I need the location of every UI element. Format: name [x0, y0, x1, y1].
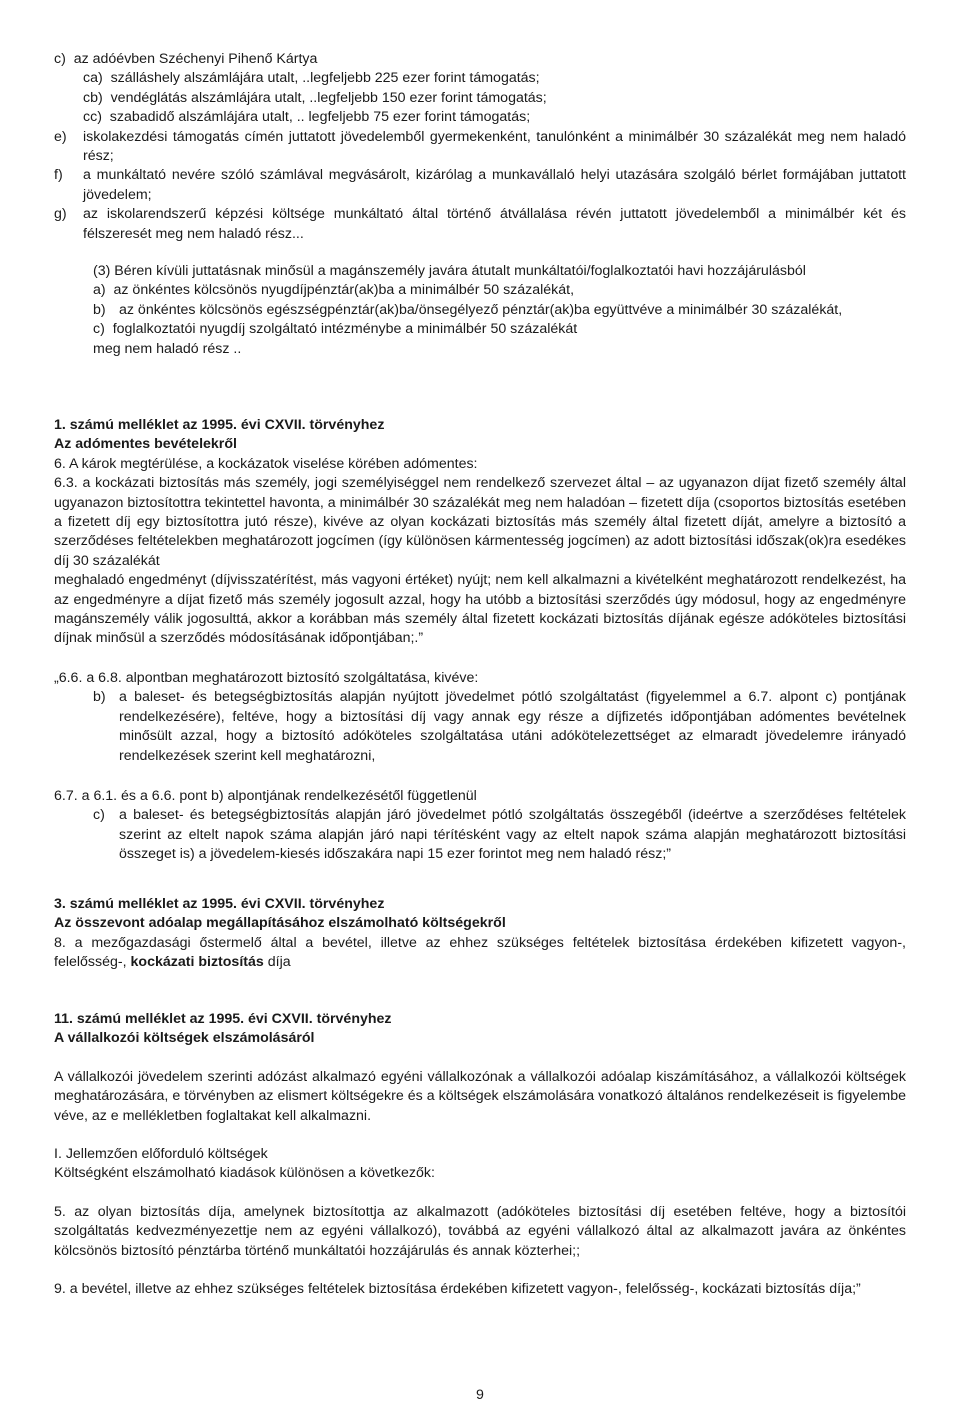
annex11-section-sub: Költségként elszámolható kiadások különösen a következők: — [54, 1165, 435, 1182]
annex1-line66: „6.6. a 6.8. alpontban meghatározott biztosító szolgáltatása, kivéve: — [54, 669, 479, 686]
annex1-line6: 6. A károk megtérülése, a kockázatok viselése körében adómentes: — [54, 455, 478, 472]
top-list — [54, 50, 906, 244]
item-ca: ca) szálláshely alszámlájára utalt, ..legfeljebb 225 ezer forint támogatás; — [83, 70, 540, 87]
annex-3 — [54, 895, 906, 973]
page-number: 9 — [476, 1387, 484, 1403]
item-g-label: g) — [54, 206, 67, 223]
annex1-subheading: Az adómentes bevételekről — [54, 436, 237, 453]
item-cc: cc) szabadidő alszámlájára utalt, .. legfeljebb 75 ezer forint támogatás; — [83, 109, 531, 126]
item-cb: cb) vendéglátás alszámlájára utalt, ..legfeljebb 150 ezer forint támogatás; — [83, 89, 547, 106]
annex11-heading: 11. számú melléklet az 1995. évi CXVII. törvényhez — [54, 1011, 392, 1027]
annex1-item-b — [54, 688, 906, 766]
annex1-6-3-continued: meghaladó engedményt (díjvisszatérítést, más vagyoni értéket) nyújt; nem kell alkalmazni a kivételként meghatározott rendelkezést, ha az engedményre a díjat fizető más személy jogosult azzal, hogy ha utóbb a biztosítási szerződés úgy módosul, hogy az engedményre magánszemély válik jogosulttá, akkor a korábban más személy által fizetett kockázati biztosítás díjának egésze adóköteles biztosítási díjnak minősül a szerződés módosításának időpontjában;.” — [54, 572, 906, 647]
para3-tail: meg nem haladó rész .. — [93, 340, 242, 357]
annex1-item-b-label: b) — [93, 689, 106, 706]
paragraph-3 — [54, 262, 906, 359]
item-e-text: iskolakezdési támogatás címén juttatott jövedelemből gyermekenként, tanulónként a minimálbér 30 százalékát meg nem haladó rész; — [83, 128, 906, 165]
annex3-heading: 3. számú melléklet az 1995. évi CXVII. törvényhez — [54, 896, 385, 912]
para3-intro: (3) Béren kívüli juttatásnak minősül a magánszemély javára átutalt munkáltatói/foglalkoztatói havi hozzájárulásból — [93, 263, 806, 279]
annex1-6-3-label: 6.3. — [54, 475, 78, 492]
annex1-6-3 — [54, 474, 906, 571]
annex-11 — [54, 1010, 906, 1299]
item-e — [54, 128, 906, 167]
annex3-item8-pre: 8. a mezőgazdasági őstermelő által a bevétel, illetve az ehhez szükséges feltételek biztosítása érdekében kifizetett vagyon-, felelősség-, — [54, 934, 906, 971]
annex3-item8 — [54, 934, 906, 973]
item-f-text: a munkáltató nevére szóló számlával megvásárolt, kizárólag a munkavállaló helyi utazására szolgáló bérlet formájában juttatott jövedelem; — [83, 167, 906, 203]
annex-1 — [54, 416, 906, 865]
item-g-text: az iskolarendszerű képzési költsége munkáltató által történő átvállalása révén juttatott jövedelemből a minimálbér két és félszeresét meg nem haladó rész... — [83, 206, 906, 242]
para3-b-label: b) — [93, 301, 106, 318]
item-f — [54, 166, 906, 205]
annex11-item9: 9. a bevétel, illetve az ehhez szükséges feltételek biztosítása érdekében kifizetett vagyon-, felelősség-, kockázati biztosítás díja;” — [54, 1281, 861, 1298]
annex1-line67: 6.7. a 6.1. és a 6.6. pont b) alpontjának rendelkezésétől függetlenül — [54, 787, 477, 804]
annex11-section: I. Jellemzően előforduló költségek — [54, 1146, 268, 1163]
annex11-intro: A vállalkozói jövedelem szerinti adózást alkalmazó egyéni vállalkozónak a vállalkozói adóalap kiszámításához, a vállalkozói költségek meghatározására, e törvényben az elismert költségekre és a költségek elszámolására vonatkozó általános rendelkezéseit is figyelembe véve, az e mellékletben foglaltakat kell alkalmazni. — [54, 1068, 906, 1124]
annex1-6-3-text: a kockázati biztosítás más személy, jogi személyiséggel nem rendelkező szervezet által – az ugyanazon díjat fizető személy által ugyanazon biztosítottra tekintettel havonta, a minimálbér 30 százalékát meg nem haladóan – fizetett díja (csoportos biztosítás esetében a fizetett díj egy biztosítottra jutó része), kivéve az olyan kockázati biztosítás más személy által fizetett díját, amelyre a biztosító a szerződéses feltételekben meghatározott jogcímen (így különösen kármentesség jogcímen) az adott biztosítási időszak(ok)ra esedékes díj 30 százalékát — [54, 475, 906, 569]
item-e-label: e) — [54, 128, 67, 145]
annex3-subheading: Az összevont adóalap megállapításához elszámolható költségekről — [54, 915, 506, 932]
annex1-heading: 1. számú melléklet az 1995. évi CXVII. törvényhez — [54, 417, 385, 433]
para3-b — [54, 301, 906, 320]
item-f-label: f) — [54, 167, 63, 184]
annex3-item8-post: díja — [267, 954, 291, 971]
annex11-item5: 5. az olyan biztosítás díja, amelynek biztosítottja az alkalmazott (adóköteles biztosítási díj esetében feltéve, hogy a biztosítói szolgáltatás kedvezményezettje nem az egyéni vállalkozó), továbbá az egyéni vállalkozó által az alkalmazott javára az önkéntes kölcsönös biztosító pénztárba történő munkáltatói hozzájárulás és annak közterhei;; — [54, 1203, 906, 1259]
annex1-item-b-text: a baleset- és betegségbiztosítás alapján nyújtott jövedelmet pótló szolgáltatást (figyelemmel a 6.7. alpont c) pontjának rendelkezésére), feltéve, hogy a biztosítási díj vagy annak egy része a díjfizetés időpontjában adómentes bevételnek minősült azzal, hogy a biztosító adóköteles szolgáltatása utáni adókötelezettséget az elmaradt jövedelemre irányadó rendelkezések szerint kell meghatározni, — [119, 689, 906, 764]
para3-c: c) foglalkoztatói nyugdíj szolgáltató intézménybe a minimálbér 50 százalékát — [93, 321, 578, 338]
annex3-item8-bold: kockázati biztosítás — [130, 954, 264, 971]
annex1-item-c-text: a baleset- és betegségbiztosítás alapján járó jövedelmet pótló szolgáltatás összegéből (ideértve a szerződéses feltételek szerint az eltelt napok száma alapján járó napi térítésként vagy az eltelt napok száma alapján meghatározott biztosítási összeget is) a jövedelem-kiesés időszakára napi 15 ezer forintot meg nem haladó rész;” — [119, 807, 906, 863]
annex1-item-c-label: c) — [93, 807, 105, 824]
item-c: c) az adóévben Széchenyi Pihenő Kártya — [54, 51, 318, 67]
para3-b-text: az önkéntes kölcsönös egészségpénztár(ak)ba/önsegélyező pénztár(ak)ba együttvéve a minimálbér 30 százalékát, — [119, 301, 843, 318]
para3-a: a) az önkéntes kölcsönös nyugdíjpénztár(ak)ba a minimálbér 50 százalékát, — [93, 282, 575, 299]
annex11-subheading: A vállalkozói költségek elszámolásáról — [54, 1030, 315, 1047]
annex1-item-c — [54, 806, 906, 864]
item-g — [54, 205, 906, 244]
